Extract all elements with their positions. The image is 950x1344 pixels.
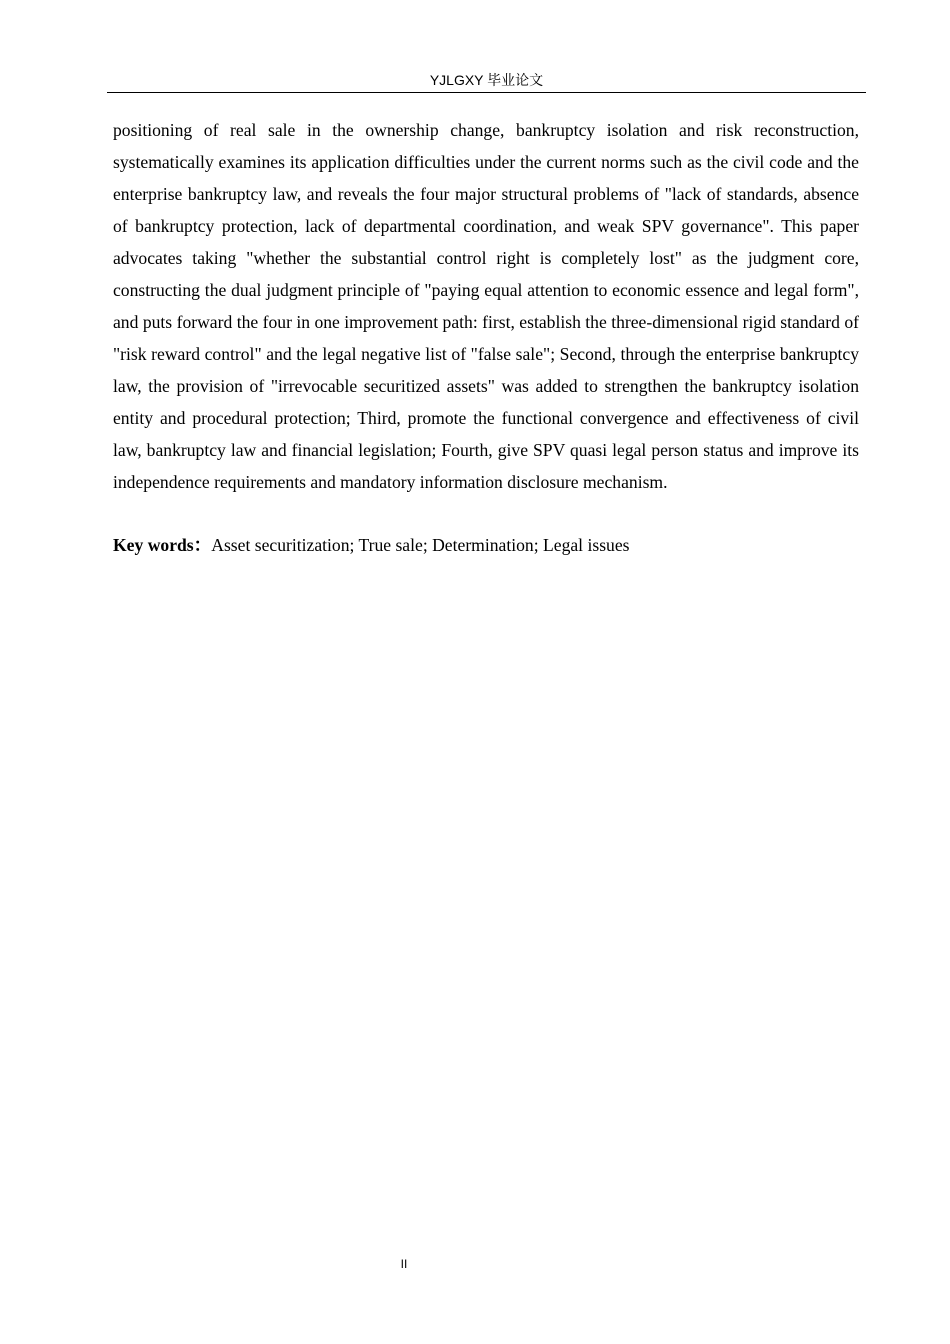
keywords-line — [113, 529, 859, 561]
keywords-value: Asset securitization; True sale; Determination; Legal issues — [211, 535, 630, 555]
page-header — [107, 70, 866, 93]
header-title: YJLGXY 毕业论文 — [429, 72, 544, 88]
keywords-label: Key words： — [113, 535, 212, 555]
page-number: II — [400, 1257, 408, 1271]
abstract-paragraph: positioning of real sale in the ownership change, bankruptcy isolation and risk reconstruction, systematically examines its application difficulties under the current norms such as the civil code and the enterprise bankruptcy law, and reveals the four major structural problems of "lack of standards, absence of bankruptcy protection, lack of departmental coordination, and weak SPV governance". This paper advocates taking "whether the substantial control right is completely lost" as the judgment core, constructing the dual judgment principle of "paying equal attention to economic essence and legal form", and puts forward the four in one improvement path: first, establish the three-dimensional rigid standard of "risk reward control" and the legal negative list of "false sale"; Second, through the enterprise bankruptcy law, the provision of "irrevocable securitized assets" was added to strengthen the bankruptcy isolation entity and procedural protection; Third, promote the functional convergence and effectiveness of civil law, bankruptcy law and financial legislation; Fourth, give SPV quasi legal person status and improve its independence requirements and mandatory information disclosure mechanism. — [113, 120, 859, 492]
